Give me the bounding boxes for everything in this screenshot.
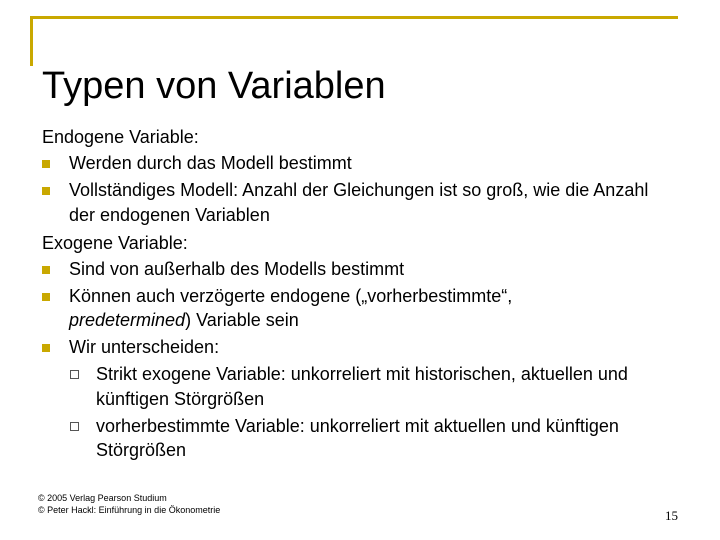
list-item-text: Sind von außerhalb des Modells bestimmt <box>69 258 405 279</box>
square-bullet-icon <box>42 266 50 274</box>
sub-list-item <box>69 414 672 463</box>
footer <box>38 492 220 516</box>
list-item-tail: ) Variable sein <box>185 310 299 330</box>
list-item <box>42 284 672 333</box>
exogen-heading: Exogene Variable: <box>42 232 188 253</box>
list-item <box>42 257 672 282</box>
square-bullet-icon <box>42 187 50 195</box>
list-item <box>42 151 672 176</box>
list-item <box>42 335 672 360</box>
decorative-left-line <box>30 16 33 66</box>
italic-term: predetermined <box>69 310 186 330</box>
footer-copyright-publisher: © 2005 Verlag Pearson Studium <box>38 493 167 503</box>
sub-list-item <box>69 362 672 411</box>
square-bullet-icon <box>42 160 50 168</box>
decorative-top-line <box>30 16 678 19</box>
list-item <box>42 178 672 227</box>
list-item-text: Werden durch das Modell bestimmt <box>69 153 352 173</box>
list-item-text: Wir unterscheiden: <box>69 337 220 357</box>
slide-body <box>42 124 672 465</box>
list-item-text: Vollständiges Modell: Anzahl der Gleichungen ist so groß, wie die Anzahl der endogenen Variablen <box>69 180 649 225</box>
page-number: 15 <box>665 508 678 523</box>
list-item-text: Können auch verzögerte endogene („vorherbestimmte“, <box>69 285 513 306</box>
square-bullet-icon <box>42 293 50 301</box>
sub-list-item-text: vorherbestimmte Variable: unkorreliert mit aktuellen und künftigen Störgrößen <box>96 415 619 460</box>
square-bullet-icon <box>42 344 50 352</box>
sub-list-item-text: Strikt exogene Variable: unkorreliert mit historischen, aktuellen und künftigen Störgrößen <box>96 364 628 409</box>
hollow-square-bullet-icon <box>70 370 79 379</box>
footer-copyright-author: © Peter Hackl: Einführung in die Ökonometrie <box>38 505 221 515</box>
endogen-heading: Endogene Variable: <box>42 127 199 147</box>
slide-title: Typen von Variablen <box>42 65 386 107</box>
hollow-square-bullet-icon <box>70 422 79 431</box>
